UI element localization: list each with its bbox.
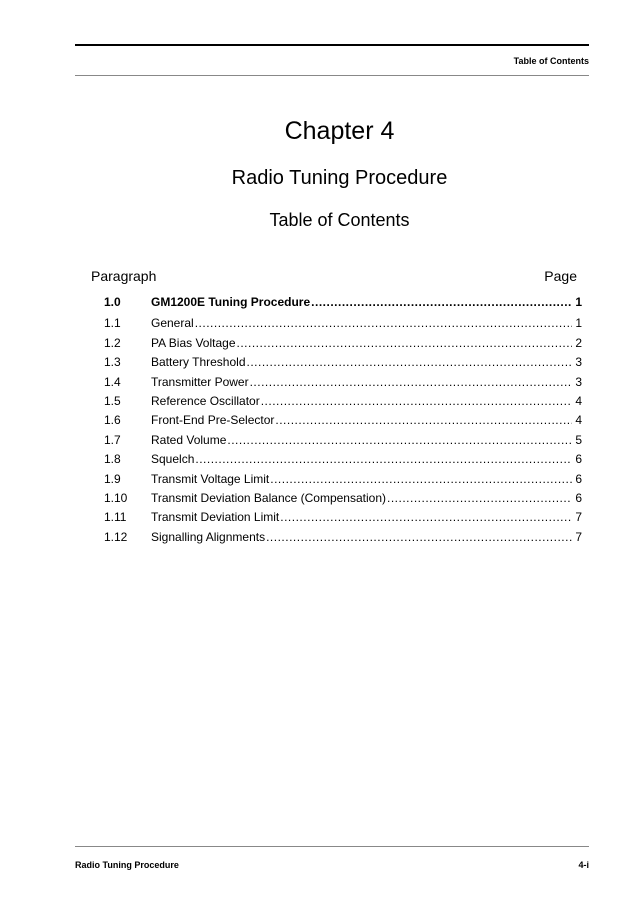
toc-entry[interactable] (104, 510, 582, 529)
toc-entry-number: 1.9 (104, 471, 121, 486)
toc-entry[interactable] (104, 375, 582, 394)
toc-leader-dots (250, 375, 573, 389)
toc-leader-dots (227, 433, 572, 447)
running-header: Table of Contents (513, 56, 589, 66)
toc-entry-page: 3 (575, 374, 582, 389)
toc-entry-title: Front-End Pre-Selector (151, 413, 275, 428)
toc-entry-number: 1.1 (104, 316, 121, 331)
toc-leader-dots (261, 394, 573, 408)
toc-entry-page: 6 (575, 452, 582, 467)
toc-leader-dots (311, 295, 572, 309)
chapter-subtitle: Radio Tuning Procedure (231, 167, 448, 189)
toc-leader-dots (247, 355, 573, 369)
toc-entry-title: Transmit Deviation Balance (Compensation) (151, 490, 386, 505)
toc-entry[interactable] (104, 530, 582, 549)
toc-entry-number: 1.2 (104, 335, 121, 350)
toc-entry[interactable] (104, 472, 582, 491)
toc-leader-dots (237, 336, 573, 350)
toc-entry-title: Rated Volume (151, 432, 227, 447)
toc-entry-page: 2 (575, 335, 582, 350)
column-header-paragraph: Paragraph (91, 268, 157, 284)
toc-entry-number: 1.10 (104, 490, 128, 505)
toc-entry-number: 1.3 (104, 355, 121, 370)
toc-entry-number: 1.6 (104, 413, 121, 428)
toc-entry[interactable] (104, 336, 582, 355)
toc-entry-page: 4 (575, 413, 582, 428)
toc-entry-title: Transmit Voltage Limit (151, 471, 270, 486)
toc-entry-page: 1 (575, 316, 582, 331)
toc-entry-page: 7 (575, 529, 582, 544)
toc-entry-title: Battery Threshold (151, 355, 246, 370)
toc-entry[interactable] (104, 316, 582, 335)
toc-leader-dots (266, 530, 572, 544)
toc-entry-title: Transmit Deviation Limit (151, 510, 280, 525)
toc-leader-dots (387, 491, 572, 505)
toc-entry-number: 1.11 (104, 510, 127, 525)
toc-entry-title: General (151, 316, 194, 331)
toc-entry-title: Squelch (151, 452, 195, 467)
toc-entry-title: Signalling Alignments (151, 529, 266, 544)
header-rule-thin (75, 75, 589, 76)
toc-entry-page: 1 (575, 295, 582, 309)
toc-entry-title: PA Bias Voltage (151, 335, 236, 350)
column-header-page: Page (544, 268, 577, 284)
toc-entry-title: Transmitter Power (151, 374, 249, 389)
toc-entry-title: GM1200E Tuning Procedure (151, 295, 311, 309)
toc-entry-title: Reference Oscillator (151, 393, 260, 408)
chapter-title: Chapter 4 (284, 117, 395, 145)
toc-list (104, 295, 582, 549)
toc-leader-dots (280, 510, 572, 524)
toc-entry[interactable] (104, 295, 582, 314)
toc-heading: Table of Contents (269, 210, 410, 230)
toc-entry[interactable] (104, 394, 582, 413)
running-footer-title: Radio Tuning Procedure (75, 860, 179, 870)
toc-leader-dots (195, 316, 573, 330)
toc-entry-number: 1.0 (104, 295, 121, 309)
toc-entry[interactable] (104, 452, 582, 471)
toc-leader-dots (275, 413, 572, 427)
toc-entry[interactable] (104, 491, 582, 510)
footer-rule (75, 846, 589, 847)
toc-entry-number: 1.4 (104, 374, 121, 389)
toc-entry-number: 1.5 (104, 393, 121, 408)
toc-entry-number: 1.8 (104, 452, 121, 467)
toc-entry[interactable] (104, 413, 582, 432)
toc-entry-page: 7 (575, 510, 582, 525)
toc-leader-dots (270, 472, 572, 486)
header-rule-thick (75, 44, 589, 46)
toc-entry[interactable] (104, 355, 582, 374)
toc-entry-number: 1.12 (104, 529, 128, 544)
toc-entry-page: 6 (575, 471, 582, 486)
page-number: 4-i (578, 860, 589, 870)
toc-entry-page: 4 (575, 393, 582, 408)
toc-leader-dots (195, 452, 572, 466)
toc-entry-page: 6 (575, 490, 582, 505)
toc-entry-page: 3 (575, 355, 582, 370)
toc-entry-page: 5 (575, 432, 582, 447)
toc-entry[interactable] (104, 433, 582, 452)
toc-entry-number: 1.7 (104, 432, 121, 447)
